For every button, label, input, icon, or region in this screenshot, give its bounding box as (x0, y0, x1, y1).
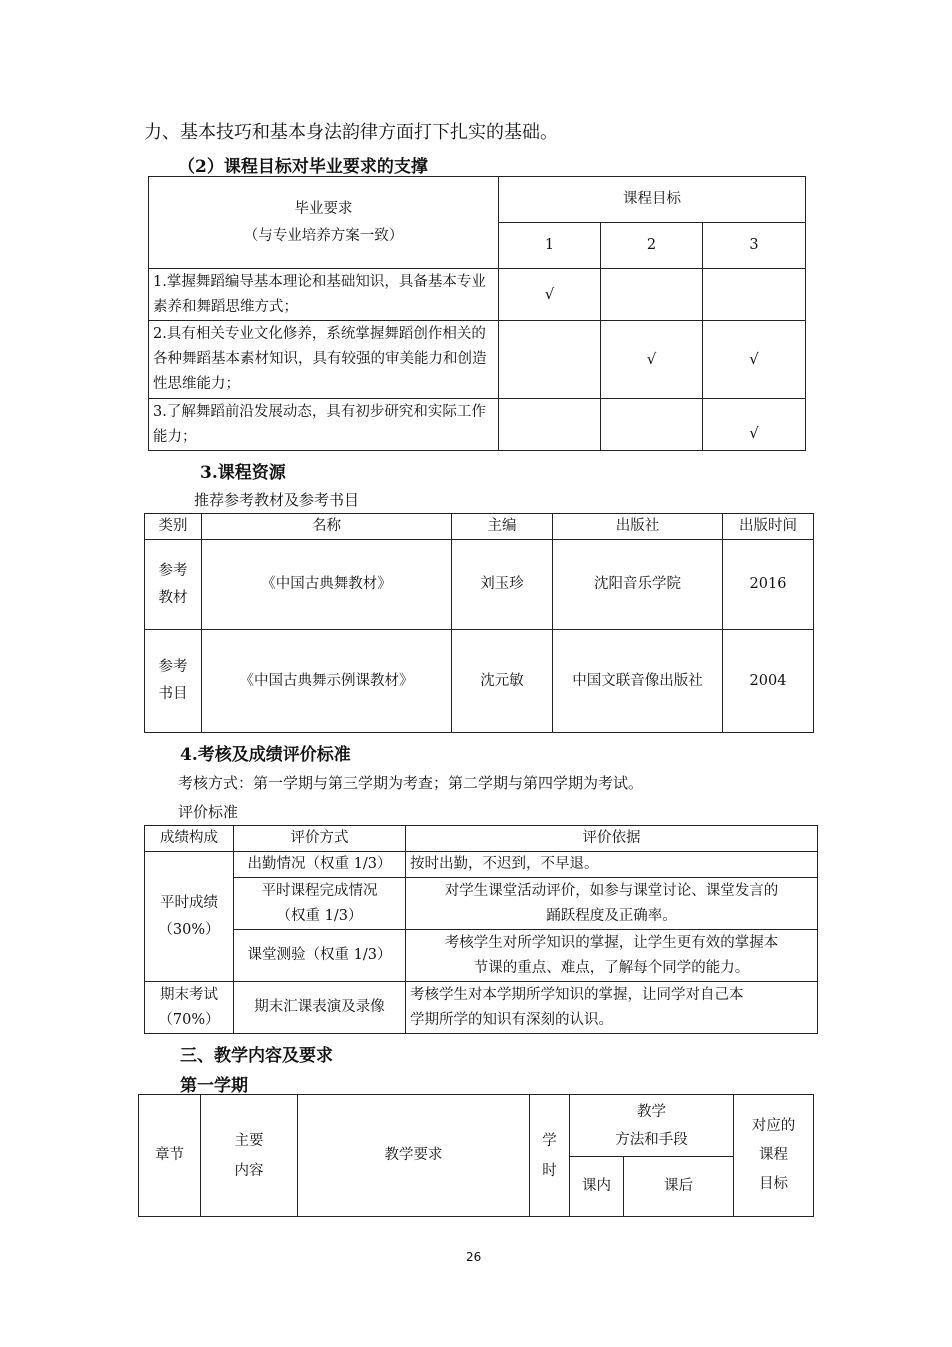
eval-row-2-basis (406, 878, 818, 930)
assessment-method: 考核方式：第一学期与第三学期为考查；第二学期与第四学期为考试。 (178, 774, 644, 792)
eval-final-line2: （70%） (158, 1011, 220, 1028)
intro-line: 力、基本技巧和基本身法韵律方面打下扎实的基础。 (144, 122, 558, 143)
req-row-2-mark-3: √ (703, 321, 806, 399)
eval-final-basis (406, 982, 818, 1034)
content-chapter: 章节 (139, 1095, 201, 1217)
res-row-1-category-line2: 教材 (158, 589, 188, 606)
eval-row-2-basis-line1: 对学生课堂活动评价，如参与课堂讨论、课堂发言的 (444, 882, 779, 899)
goal-col-2: 2 (601, 223, 703, 269)
content-methods-line1: 教学 (637, 1103, 666, 1120)
res-row-2-editor: 沈元敏 (452, 630, 553, 733)
content-goal (734, 1095, 814, 1217)
content-goal-line3: 目标 (759, 1176, 788, 1192)
evaluation-sub: 评价标准 (178, 803, 239, 821)
req-header-line1: 毕业要求 (294, 200, 353, 217)
res-row-1-category (145, 540, 202, 630)
content-hours (530, 1095, 570, 1217)
res-header-editor: 主编 (452, 514, 553, 540)
res-row-1-editor: 刘玉珍 (452, 540, 553, 630)
eval-row-1-basis: 按时出勤，不迟到，不早退。 (406, 852, 818, 878)
eval-final-line1: 期末考试 (160, 986, 218, 1003)
eval-row-3-basis (406, 930, 818, 982)
eval-header-composition: 成绩构成 (145, 826, 234, 852)
section3-heading: 三、教学内容及要求 (180, 1046, 333, 1066)
res-row-1-category-line1: 参考 (158, 562, 188, 579)
content-main (201, 1095, 298, 1217)
req-row-1-text: 1.掌握舞蹈编导基本理论和基础知识，具备基本专业素养和舞蹈思维方式； (149, 269, 499, 321)
res-row-2-category-line2: 书目 (158, 686, 188, 702)
eval-header-method: 评价方式 (234, 826, 406, 852)
req-row-2-mark-2: √ (601, 321, 703, 399)
eval-regular-line2: （30%） (158, 921, 220, 938)
req-row-3-mark-3: √ (703, 399, 806, 451)
req-row-1-mark-1: √ (499, 269, 601, 321)
content-goal-line2: 课程 (759, 1147, 788, 1163)
content-goal-line1: 对应的 (751, 1118, 796, 1134)
req-row-2-text: 2.具有相关专业文化修养，系统掌握舞蹈创作相关的各种舞蹈基本素材知识，具有较强的审美能力和创造性思维能力； (149, 321, 499, 399)
res-header-publisher: 出版社 (553, 514, 723, 540)
eval-row-3-basis-line2: 节课的重点、难点，了解每个同学的能力。 (473, 959, 750, 976)
res-row-1-year: 2016 (723, 540, 814, 630)
eval-row-2-basis-line2: 踊跃程度及正确率。 (546, 907, 677, 924)
content-methods-line2: 方法和手段 (615, 1131, 688, 1148)
req-row-1-mark-2 (601, 269, 703, 321)
res-header-year: 出版时间 (723, 514, 814, 540)
goal-col-1: 1 (499, 223, 601, 269)
eval-regular-cell (145, 852, 234, 982)
eval-final-method: 期末汇课表演及录像 (234, 982, 406, 1034)
req-row-3-mark-2 (601, 399, 703, 451)
content-in-class: 课内 (570, 1157, 624, 1217)
res-row-1-name: 《中国古典舞教材》 (202, 540, 452, 630)
eval-regular-line1: 平时成绩 (160, 894, 218, 911)
resources-heading: 3.课程资源 (200, 463, 286, 483)
eval-row-3-basis-line1: 考核学生对所学知识的掌握，让学生更有效的掌握本 (444, 934, 779, 951)
support-table (148, 176, 806, 451)
res-header-name: 名称 (202, 514, 452, 540)
evaluation-table (144, 825, 818, 1034)
eval-final-cell (145, 982, 234, 1034)
eval-row-2-method-line2: （权重 1/3） (276, 907, 363, 924)
res-header-category: 类别 (145, 514, 202, 540)
content-requirement: 教学要求 (298, 1095, 530, 1217)
support-heading: （2）课程目标对毕业要求的支撑 (178, 157, 428, 177)
content-hours-line1: 学 (542, 1132, 557, 1149)
content-main-line2: 内容 (234, 1162, 264, 1179)
goal-header: 课程目标 (499, 177, 806, 223)
resources-table (144, 513, 814, 733)
content-main-line1: 主要 (234, 1132, 264, 1149)
eval-final-basis-line2: 学期所学的知识有深刻的认识。 (410, 1011, 613, 1028)
content-table (138, 1094, 814, 1217)
res-row-2-category-line1: 参考 (158, 659, 188, 675)
page-number: 26 (466, 1250, 482, 1264)
eval-final-basis-line1: 考核学生对本学期所学知识的掌握，让同学对自己本 (410, 986, 744, 1003)
res-row-2-year: 2004 (723, 630, 814, 733)
eval-row-1-method: 出勤情况（权重 1/3） (234, 852, 406, 878)
res-row-1-publisher: 沈阳音乐学院 (553, 540, 723, 630)
req-row-3-mark-1 (499, 399, 601, 451)
eval-row-2-method-line1: 平时课程完成情况 (261, 882, 378, 899)
content-methods (570, 1095, 734, 1157)
content-after-class: 课后 (624, 1157, 734, 1217)
res-row-2-publisher: 中国文联音像出版社 (553, 630, 723, 733)
eval-row-2-method (234, 878, 406, 930)
res-row-2-name: 《中国古典舞示例课教材》 (202, 630, 452, 733)
req-row-3-text: 3.了解舞蹈前沿发展动态，具有初步研究和实际工作能力； (149, 399, 499, 451)
goal-col-3: 3 (703, 223, 806, 269)
res-row-2-category (145, 630, 202, 733)
content-hours-line2: 时 (542, 1162, 557, 1179)
assessment-heading: 4.考核及成绩评价标准 (180, 745, 351, 765)
eval-header-basis: 评价依据 (406, 826, 818, 852)
resources-sub: 推荐参考教材及参考书目 (194, 491, 360, 509)
req-header-cell (149, 177, 499, 269)
req-row-1-mark-3 (703, 269, 806, 321)
req-header-line2: （与专业培养方案一致） (243, 227, 404, 244)
eval-row-3-method: 课堂测验（权重 1/3） (234, 930, 406, 982)
req-row-2-mark-1 (499, 321, 601, 399)
semester-heading: 第一学期 (180, 1076, 248, 1096)
